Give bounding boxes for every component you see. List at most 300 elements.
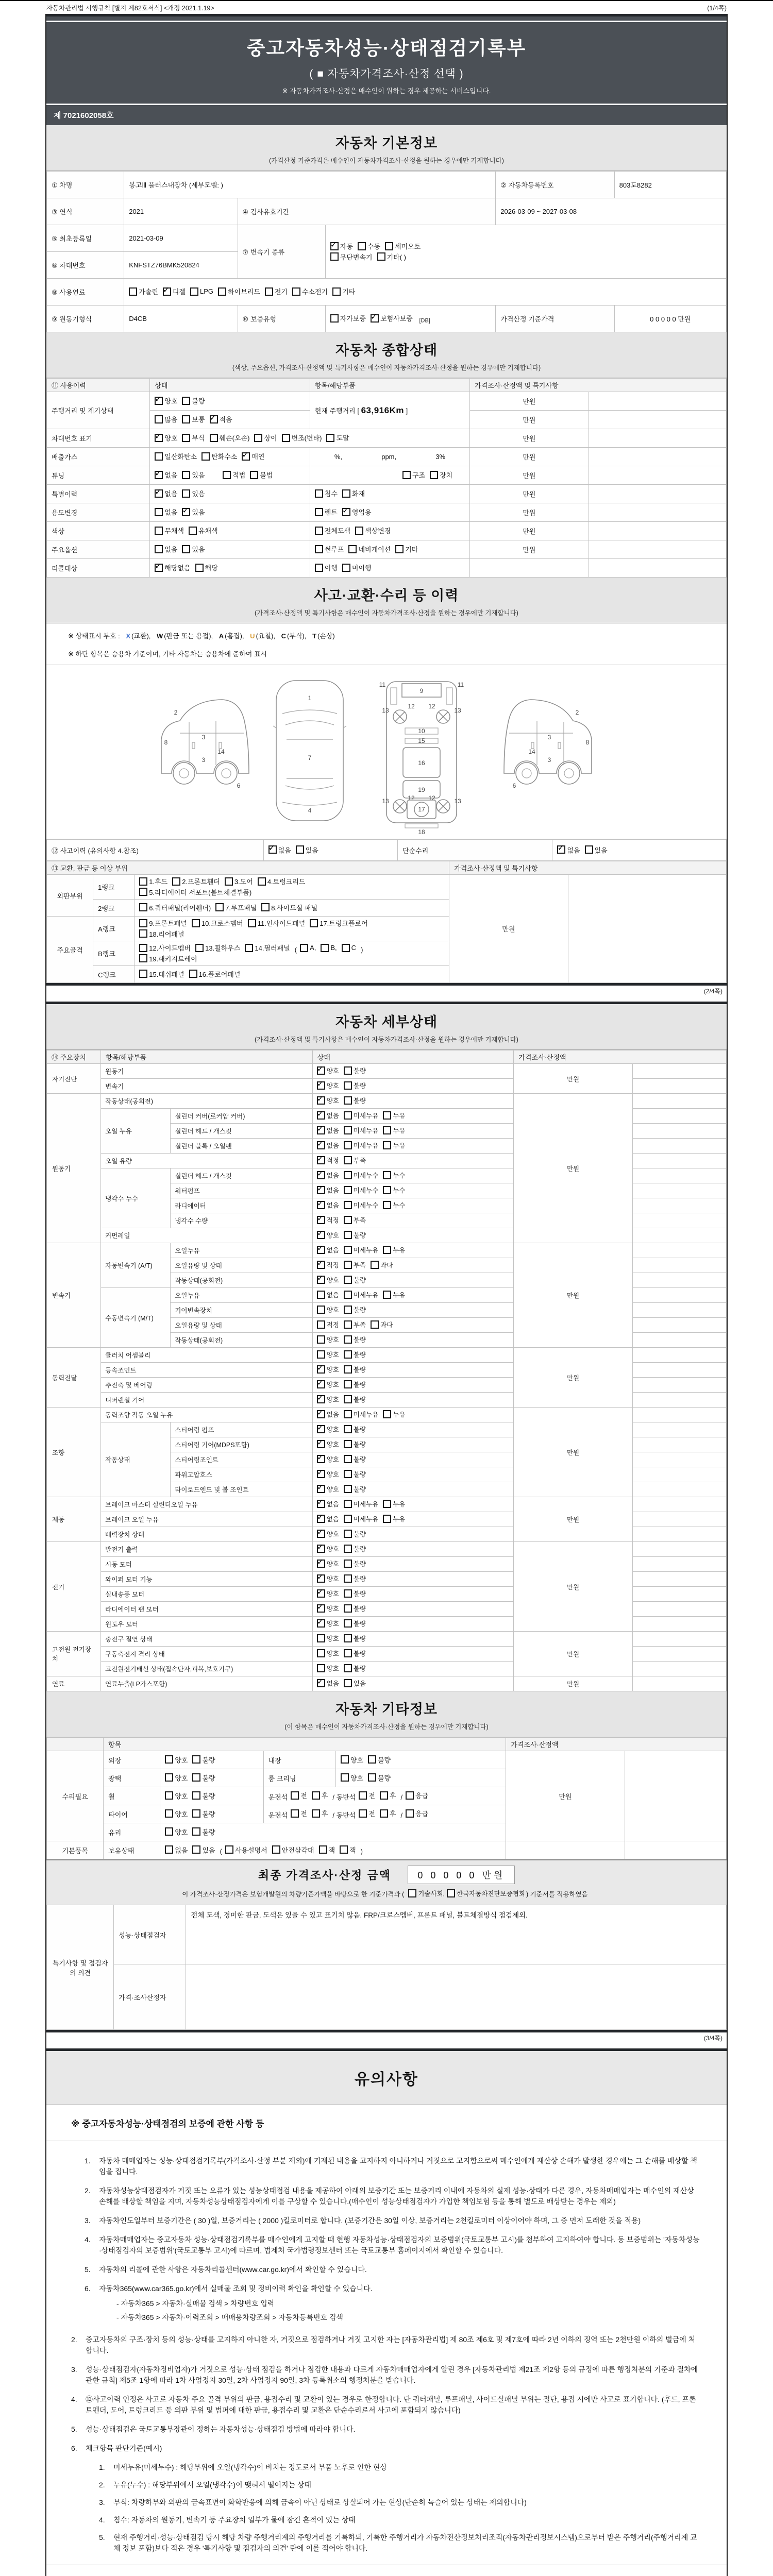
checkbox-checked: ✓ 양호	[317, 1380, 339, 1389]
remark-cell	[632, 1213, 726, 1228]
legend-desc: (판금 또는 용접),	[164, 632, 213, 640]
document-frame	[45, 14, 728, 2576]
price-cell	[470, 559, 589, 578]
checkbox-unchecked: 양호	[341, 1755, 363, 1765]
overall-state-note: (색상, 주요옵션, 가격조사·산정액 및 특기사항은 매수인이 자동차가격조사·산정을 원하는 경우에만 기재합니다)	[232, 364, 541, 371]
row-label: 룸 크리닝	[263, 1769, 335, 1787]
checkbox-unchecked: 훼손(오손)	[210, 433, 250, 443]
remark-cell	[632, 1258, 726, 1273]
diagram-number: 12	[408, 703, 415, 710]
status-options	[312, 1363, 514, 1378]
inline-text: /	[400, 1811, 403, 1819]
cleaning-options	[335, 1769, 506, 1787]
item-label: 등속조인트	[101, 1363, 313, 1378]
checkbox-checked: ✓ 매연	[242, 451, 264, 461]
diagram-number: 4	[308, 807, 312, 814]
checkbox-unchecked: 상이	[254, 433, 277, 443]
diagram-number: 14	[217, 748, 225, 755]
checkbox-checked: ✓ 없음	[317, 1126, 339, 1135]
sub-group-label: 냉각수 누수	[101, 1168, 171, 1228]
remark-cell	[632, 1198, 726, 1213]
basic-info-table	[46, 171, 727, 332]
remark-cell	[632, 1437, 726, 1452]
price-cell: 만원	[514, 1408, 632, 1497]
remark-cell	[632, 1422, 726, 1437]
checkbox-unchecked: 누유	[383, 1126, 405, 1135]
transmission-options-line1	[330, 241, 721, 252]
remark-cell	[632, 1527, 726, 1542]
checkbox-unchecked: 탄화수소	[201, 451, 237, 461]
remark-cell	[589, 411, 726, 429]
checkbox-unchecked: 불량	[368, 1755, 391, 1765]
emission-hc: ppm,	[381, 453, 397, 461]
notice-subitem: - 자동차365 > 자동차·이력조회 > 매매용차량조회 > 자동차등록번호 검색	[116, 2313, 343, 2321]
checkbox-checked: ✓ 없음	[317, 1514, 339, 1523]
rank2-options	[135, 900, 449, 917]
basic-info-note: (가격산정 기준가격은 매수인이 자동차가격조사·산정을 원하는 경우에만 기재합니다)	[269, 157, 504, 164]
status-options	[312, 1154, 514, 1168]
checkbox-checked: ✓ 양호	[317, 1559, 339, 1568]
group-label: 기본품목	[47, 1841, 104, 1859]
table-header-row	[47, 1738, 727, 1751]
checkbox-unchecked: 18.리어패널	[139, 929, 184, 939]
price-cell	[506, 1841, 625, 1859]
document-page	[0, 1, 773, 2576]
checkbox-unchecked: 한국자동차진단보증협회	[447, 1889, 525, 1898]
remark-cell	[632, 1602, 726, 1617]
row-label: 차대번호 표기	[47, 429, 150, 448]
checkbox-unchecked: 불량	[344, 1664, 366, 1673]
checkbox-unchecked: 있음	[585, 845, 608, 855]
sub-group-label: 오일 누유	[101, 1109, 171, 1154]
legend-desc: (흠집),	[225, 632, 244, 640]
checkbox-unchecked: 부족	[344, 1260, 366, 1269]
item-label: 오일누유	[171, 1288, 312, 1303]
notice-subitem: 1. 미세누유(미세누수) : 해당부위에 오일(냉각수)이 비치는 정도로서 부품 노후로 인한 현상	[99, 2463, 387, 2471]
checkbox-unchecked: 많음	[155, 414, 177, 424]
checkbox-unchecked: 불량	[344, 1604, 366, 1613]
price-cell: 만원	[470, 466, 589, 485]
remark-cell	[632, 1318, 726, 1333]
appraiser-role: 가격·조사산정자	[114, 1964, 186, 2030]
checkbox-unchecked: 변조(변타)	[282, 433, 322, 443]
diagram-number: 12	[428, 703, 435, 710]
row-label: 리콜대상	[47, 559, 150, 578]
status-options	[312, 1527, 514, 1542]
remark-cell	[625, 1841, 726, 1859]
checkbox-checked: ✓ 양호	[317, 1275, 339, 1284]
diagram-number: 7	[308, 754, 312, 761]
remark-cell	[632, 1139, 726, 1154]
checkbox-unchecked: 불량	[344, 1350, 366, 1359]
document-subtitle: ( ■ 자동차가격조사·산정 선택 )	[309, 68, 464, 80]
mileage-suffix: ]	[406, 406, 408, 415]
notice-item: 2. 자동차성능상태점검자가 거짓 또는 오류가 있는 성능상태점검 내용을 제공하여 아래의 보증기간 또는 보증거리 이내에 자동차의 실제 성능·상태가 다른 경우, 자동차매매업자는 매수인의 재산상 손해를 배상할 책임을 지며, 자동차성능상태점검자에게 이를 구상할 수 있습니다.(매수인이 성능상태점검자가 가입한 책임보험 등을 통해 별도로 배상받는 경우는 제외)	[85, 2187, 694, 2206]
status-options	[312, 1348, 514, 1363]
checkbox-unchecked: 사용설명서	[225, 1845, 267, 1855]
notice-item: 5. 성능·상태점검은 국토교통부장관이 정하는 자동차성능·상태점검 방법에 따라야 합니다.	[71, 2425, 356, 2433]
checkbox-unchecked: 12.사이드멤버	[139, 943, 191, 953]
price-cell: 만원	[470, 448, 589, 466]
checkbox-unchecked: 누유	[383, 1111, 405, 1120]
checkbox-checked: ✓ 있음	[182, 507, 205, 517]
emission-options	[150, 448, 310, 466]
checkbox-unchecked: 미세누유	[344, 1410, 378, 1419]
tuning-kind-options	[310, 466, 469, 485]
checkbox-checked: ✓ 없음	[317, 1185, 339, 1195]
checkbox-unchecked: 불량	[344, 1066, 366, 1075]
remark-cell	[632, 1676, 726, 1691]
item-label: 구동축전지 격리 상태	[101, 1647, 313, 1662]
status-options	[312, 1482, 514, 1497]
checkbox-unchecked: 있음	[182, 544, 205, 554]
diagram-number: 8	[585, 739, 590, 746]
vin-mark-options	[150, 429, 470, 448]
row-label: 주요옵션	[47, 540, 150, 559]
diagram-number: 15	[418, 737, 425, 744]
checkbox-unchecked: 불량	[344, 1544, 366, 1553]
remark-cell	[632, 1467, 726, 1482]
diagram-number: 3	[201, 756, 206, 764]
table-row	[47, 1964, 727, 2030]
rank1-line1	[139, 876, 444, 887]
notice-subsection-2	[46, 2565, 727, 2576]
item-label: 배력장치 상태	[101, 1527, 313, 1542]
row-label: 단순수리	[398, 840, 552, 861]
checkbox-unchecked: 전	[291, 1808, 307, 1818]
checkbox-unchecked: 양호	[165, 1791, 188, 1801]
checkbox-unchecked: 후	[380, 1790, 396, 1800]
remark-cell	[632, 1348, 726, 1363]
checkbox-unchecked: 부족	[344, 1215, 366, 1225]
checkbox-unchecked: LPG	[190, 287, 213, 296]
table-header-row	[47, 1050, 727, 1064]
row-label: 튜닝	[47, 466, 150, 485]
warranty-tag: [DB]	[419, 317, 430, 324]
checkbox-unchecked: 불량	[192, 1791, 215, 1801]
remark-cell	[632, 1154, 726, 1168]
legend-desc: (부식),	[287, 632, 307, 640]
status-options	[312, 1572, 514, 1587]
checkbox-unchecked: 전	[291, 1790, 307, 1800]
diagram-number: 13	[454, 707, 461, 714]
option-exist-options	[150, 540, 310, 559]
item-label: 오일유량 및 상태	[171, 1258, 312, 1273]
detail-row	[47, 1408, 727, 1422]
checkbox-unchecked: 이행	[315, 563, 338, 572]
remark-cell	[632, 1288, 726, 1303]
checkbox-unchecked: 16.플로어패널	[189, 969, 241, 979]
detail-row	[47, 1497, 727, 1512]
remark-cell	[632, 1542, 726, 1557]
checkbox-unchecked: 네비게이션	[348, 544, 391, 554]
wheel-detail-options	[263, 1787, 506, 1805]
checkbox-unchecked: 수소전기	[292, 286, 328, 296]
checkbox-unchecked: 기술사회,	[408, 1889, 445, 1898]
item-label: 오일유량 및 상태	[171, 1318, 312, 1333]
price-cell: 만원	[470, 392, 589, 411]
legend-code: C	[281, 632, 286, 640]
column-header	[47, 1738, 104, 1751]
checkbox-unchecked: 3.도어	[225, 876, 253, 886]
status-options	[312, 1183, 514, 1198]
price-cell: 만원	[470, 485, 589, 503]
checkbox-unchecked: 양호	[317, 1350, 339, 1359]
rank-label: 2랭크	[93, 900, 135, 917]
remark-cell	[632, 1662, 726, 1676]
checkbox-unchecked: 부식	[182, 433, 205, 443]
checkbox-unchecked: 양호	[317, 1649, 339, 1658]
option-kind-options	[310, 540, 469, 559]
checkbox-unchecked: 누유	[383, 1410, 405, 1419]
status-options	[312, 1512, 514, 1527]
device-group-label: 제동	[47, 1497, 101, 1542]
checkbox-unchecked: 불량	[344, 1081, 366, 1090]
item-label: 라디에이터	[171, 1198, 312, 1213]
item-label: 윈도우 모터	[101, 1617, 313, 1632]
model-year-value: 2021	[124, 198, 238, 225]
price-cell: 만원	[514, 1542, 632, 1632]
checkbox-unchecked: 해당	[195, 563, 218, 572]
field-label: ⑤ 최초등록일	[47, 225, 124, 252]
item-label: 작동상태(공회전)	[171, 1333, 312, 1348]
remark-cell	[632, 1647, 726, 1662]
accident-note: (가격조사·산정액 및 특기사항은 매수인이 자동차가격조사·산정을 원하는 경우에만 기재합니다)	[255, 609, 518, 617]
device-group-label: 자기진단	[47, 1064, 101, 1094]
table-row	[47, 840, 727, 861]
final-price-block	[46, 1859, 727, 1905]
legend-code: U	[250, 632, 255, 640]
checkbox-unchecked: 불량	[344, 1305, 366, 1314]
checkbox-unchecked: 8.사이드실 패널	[261, 903, 317, 912]
diagram-number: 16	[418, 759, 425, 767]
rank1-options	[135, 875, 449, 900]
price-cell: 만원	[470, 411, 589, 429]
checkbox-checked: ✓ 양호	[317, 1439, 339, 1449]
vin-value: KNFSTZ76BMK520824	[124, 252, 238, 279]
table-row	[47, 485, 727, 503]
legend-desc: (교환),	[131, 632, 151, 640]
mileage-status-options	[150, 392, 310, 411]
checkbox-unchecked: 있음	[182, 470, 205, 480]
checkbox-checked: ✓ 양호	[317, 1574, 339, 1583]
checkbox-unchecked: 없음	[155, 544, 177, 554]
section-notice	[46, 2048, 727, 2576]
row-label: 외장	[104, 1751, 160, 1769]
item-label: 타이로드엔드 및 볼 조인트	[171, 1482, 312, 1497]
base-price-value: 0 0 0 0 0 만원	[614, 306, 726, 332]
remark-cell	[632, 1587, 726, 1602]
checkbox-unchecked: 누유	[383, 1514, 405, 1523]
field-label: ⑥ 차대번호	[47, 252, 124, 279]
color-change-options	[310, 522, 469, 540]
item-label: 실린더 커버(로커암 커버)	[171, 1109, 312, 1124]
registration-number-value: 803도8282	[614, 172, 726, 198]
etc-info-title: 자동차 기타정보	[335, 1702, 438, 1717]
checkbox-unchecked: 과다	[371, 1260, 393, 1269]
checkbox-unchecked: 양호	[317, 1335, 339, 1344]
status-options	[312, 1124, 514, 1139]
checkbox-unchecked: 5.라디에이터 서포트(볼트체결부품)	[139, 887, 251, 897]
price-cell: 만원	[514, 1632, 632, 1676]
basic-info-title: 자동차 기본정보	[335, 135, 438, 151]
status-options	[312, 1213, 514, 1228]
item-label: 기어변속장치	[171, 1303, 312, 1318]
item-label: 발전기 출력	[101, 1542, 313, 1557]
checkbox-unchecked: 있음	[182, 488, 205, 498]
group-label: 주요골격	[47, 917, 93, 983]
overall-state-table	[46, 378, 727, 578]
special-history-options	[150, 485, 310, 503]
checkbox-unchecked: 후	[380, 1808, 396, 1818]
checkbox-unchecked: 누수	[383, 1171, 405, 1180]
column-header: 상태	[312, 1050, 514, 1064]
status-options	[312, 1079, 514, 1094]
row-label: 용도변경	[47, 503, 150, 522]
table-row	[47, 540, 727, 559]
checkbox-unchecked: 불량	[192, 1773, 215, 1783]
status-options	[312, 1452, 514, 1467]
checkbox-unchecked: 13.휠하우스	[195, 943, 240, 953]
status-options	[312, 1378, 514, 1393]
checkbox-unchecked: 불량	[344, 1634, 366, 1643]
device-group-label: 변속기	[47, 1243, 101, 1348]
checkbox-unchecked: 불량	[344, 1649, 366, 1658]
checkbox-checked: ✓ 양호	[317, 1425, 339, 1434]
glass-options	[160, 1823, 506, 1841]
checkbox-unchecked: 세미오토	[385, 241, 421, 251]
status-options	[312, 1288, 514, 1303]
interior-options	[335, 1751, 506, 1769]
checkbox-unchecked: 전체도색	[315, 526, 350, 535]
checkbox-unchecked: 무채색	[155, 526, 184, 535]
checkbox-unchecked: 양호	[165, 1827, 188, 1837]
notice-item: 4. 자동차매매업자는 중고자동차 성능·상태점검기록부를 매수인에게 고지할 때 현행 자동차성능·상태점검자의 보증범위(국토교통부 고시)를 첨부하여 고지하여야 합니다. 동 보증범위는 '자동차성능·상태점검자의 보증범위'(국토교통부 고시)에 따르며, 법제처 국가법령정보센터 또는 국토교통부 홈페이지에서 확인할 수 있습니다.	[85, 2235, 700, 2255]
device-group-label: 원동기	[47, 1094, 101, 1243]
item-label: 실린더 헤드 / 개스킷	[171, 1124, 312, 1139]
price-cell: 만원	[470, 540, 589, 559]
inline-text: ) 기준서를 적용하였음	[526, 1891, 588, 1898]
notice-item: 3. 성능·상태점검자(자동차정비업자)가 거짓으로 성능·상태 점검을 하거나 점검한 내용과 다르게 자동차매매업자에게 알린 경우 [자동차관리법 제21조 제2항 등의 규정에 따른 행정처분의 기준과 절차에 관한 규칙] 제5조 1항에 따라 1차 사업정지 30일, 2차 사업정지 90일, 3차 등록취소의 행정처분을 받습니다.	[71, 2365, 698, 2384]
status-options	[312, 1094, 514, 1109]
tuning-status-options	[150, 466, 310, 485]
status-options	[312, 1647, 514, 1662]
checkbox-checked: ✓ 양호	[317, 1365, 339, 1374]
diagram-number: 11	[457, 681, 464, 688]
notice-subitem: 3. 부식: 차량하부와 외판의 금속표면이 화학반응에 의해 금속이 아닌 상태로 상실되어 가는 현상(단순히 녹슬어 있는 상태는 제외합니다)	[99, 2498, 527, 2506]
car-diagram-svg	[149, 672, 624, 836]
status-options	[312, 1258, 514, 1273]
final-price-note	[46, 1889, 727, 1899]
checkbox-unchecked: 전	[359, 1808, 375, 1818]
diagram-number: 19	[418, 786, 425, 793]
form-reference: 자동차관리법 시행규칙 [별지 제82호서식] <개정 2021.1.19>	[46, 5, 214, 12]
checkbox-unchecked: 미세누유	[344, 1111, 378, 1120]
price-cell: 만원	[514, 1676, 632, 1691]
status-options	[312, 1497, 514, 1512]
checkbox-unchecked: 불량	[344, 1425, 366, 1434]
checkbox-checked: ✓ 양호	[155, 396, 177, 405]
inline-text: (	[294, 945, 297, 954]
checkbox-checked: ✓ 없음	[317, 1410, 339, 1419]
status-options	[312, 1602, 514, 1617]
checkbox-unchecked: 전기	[265, 286, 288, 296]
checkbox-unchecked: 유채색	[189, 526, 218, 535]
checkbox-unchecked: 화재	[342, 488, 365, 498]
checkbox-unchecked: 불량	[344, 1484, 366, 1494]
column-header: 가격조사·산정액 및 특기사항	[470, 379, 727, 392]
diagram-number: 9	[419, 687, 424, 694]
checkbox-unchecked: 일산화탄소	[155, 451, 197, 461]
checkbox-unchecked: 불량	[344, 1529, 366, 1538]
diagram-number: 2	[174, 709, 178, 716]
remark-cell	[589, 503, 726, 522]
basic-info-header	[46, 125, 727, 171]
item-label: 커먼레일	[101, 1228, 313, 1243]
row-label: 특별이력	[47, 485, 150, 503]
emission-smoke: 3%	[435, 453, 446, 461]
checkbox-unchecked: 미세누수	[344, 1200, 378, 1210]
item-label: 오일누유	[171, 1243, 312, 1258]
checkbox-checked: ✓ 없음	[317, 1141, 339, 1150]
status-options	[312, 1318, 514, 1333]
notice-item: 6. 자동차365(www.car365.go.kr)에서 실매물 조회 및 정비이력 확인을 확인할 수 있습니다.	[85, 2284, 373, 2293]
checkbox-unchecked: 자가보증	[330, 313, 366, 323]
emission-co: %,	[334, 453, 343, 461]
remark-cell	[589, 466, 726, 485]
checkbox-unchecked: 14.필러패널	[245, 943, 290, 953]
checkbox-unchecked: B,	[321, 944, 337, 952]
item-label: 실린더 블록 / 오일팬	[171, 1139, 312, 1154]
checkbox-unchecked: 10.크로스멤버	[192, 918, 243, 928]
notice-item: 4. ⑫사고이력 인정은 사고로 자동차 주요 골격 부위의 판금, 용접수리 및 교환이 있는 경우로 한정합니다. 단 쿼터패널, 루프패널, 사이드실패널 부위는 절단, 용접 시에만 사고로 표기합니다. (후드, 프론트펜더, 도어, 트렁크리드 등 외판 부위 및 범퍼에 대한 판금, 용접수리 및 교환은 단순수리로서 사고에 포함되지 않습니다)	[71, 2395, 696, 2414]
checkbox-unchecked: 양호	[165, 1809, 188, 1819]
status-options	[312, 1557, 514, 1572]
diagram-number: 3	[547, 756, 551, 764]
legend-desc: (요철),	[256, 632, 275, 640]
warranty-options	[325, 306, 496, 332]
status-options	[312, 1437, 514, 1452]
item-label: 추진축 및 베어링	[101, 1378, 313, 1393]
etc-info-header	[46, 1691, 727, 1737]
checkbox-checked: ✓ 없음	[317, 1200, 339, 1210]
status-options	[312, 1662, 514, 1676]
car-diagram	[46, 665, 727, 839]
inline-text: / 동반석	[332, 1793, 356, 1801]
checkbox-unchecked: 양호	[317, 1305, 339, 1314]
column-header: 가격조사·산정액	[514, 1050, 727, 1064]
checkbox-unchecked: 누유	[383, 1245, 405, 1255]
item-label: 시동 모터	[101, 1557, 313, 1572]
table-row	[47, 279, 727, 306]
diagram-number: 6	[512, 782, 516, 789]
item-label: 파워고압호스	[171, 1467, 312, 1482]
checkbox-checked: ✓ 없음	[155, 470, 177, 480]
detail-title: 자동차 세부상태	[335, 1014, 438, 1030]
item-label: 스티어링 기어(MDPS포함)	[171, 1437, 312, 1452]
header-strip	[46, 16, 727, 21]
checkbox-unchecked: 불량	[344, 1559, 366, 1568]
status-options	[312, 1587, 514, 1602]
legend-code: A	[219, 632, 224, 640]
row-label: 배출가스	[47, 448, 150, 466]
checkbox-checked: ✓ 없음	[317, 1679, 339, 1688]
checkbox-unchecked: 구조	[402, 470, 425, 480]
remark-cell	[632, 1393, 726, 1408]
column-header: ⑬ 교환, 판금 등 이상 부위	[47, 861, 449, 875]
checkbox-unchecked: 누수	[383, 1200, 405, 1210]
checkbox-checked: ✓ 없음	[317, 1499, 339, 1509]
